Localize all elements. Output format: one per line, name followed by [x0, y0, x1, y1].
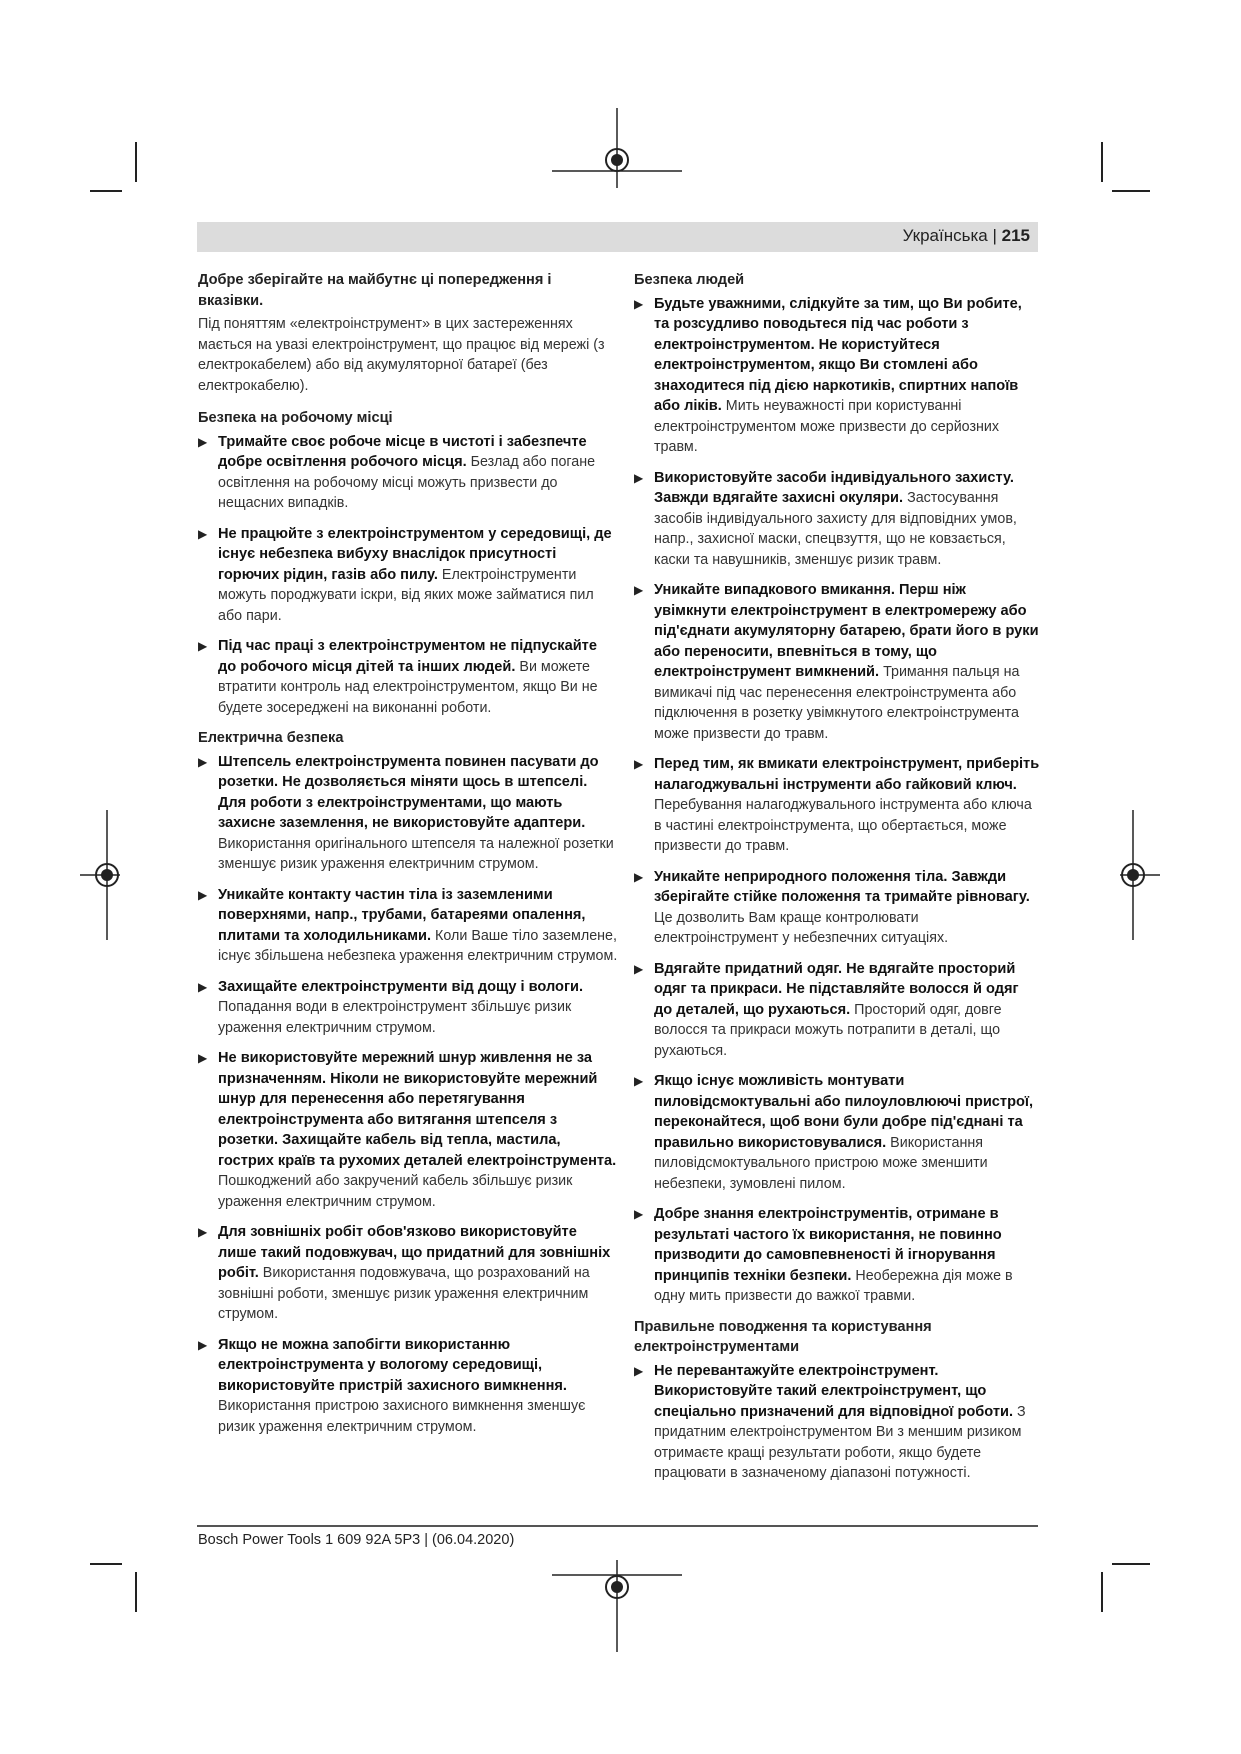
- warning-item-bold: Уникайте неприродного положення тіла. Завжди зберігайте стійке положення та тримайте рівновагу.: [654, 868, 1030, 905]
- electrical-list: [198, 752, 618, 1438]
- crop-mark: [90, 190, 122, 192]
- warning-item-text: Це дозволить Вам краще контролювати електроінструмент у небезпечних ситуаціях.: [654, 909, 949, 946]
- warning-item-text: Використання пиловідсмоктувального пристрою може зменшити небезпеки, зумовлені пилом.: [654, 1134, 988, 1192]
- warning-item-text: Безлад або погане освітлення на робочому місці можуть призвести до нещасних випадків.: [218, 454, 596, 511]
- warning-item-text: Перебування налагоджувального інструмента або ключа в частині електроінструмента, що обертається, може призвести до травм.: [654, 797, 1032, 854]
- warning-item: [198, 636, 618, 718]
- warning-item-text: Коли Ваше тіло заземлене, існує збільшена небезпека ураження електричним струмом.: [218, 927, 618, 964]
- warning-item: [634, 959, 1040, 1062]
- warning-item-text: Необережна дія може в одну мить призвести до важкої травми.: [654, 1267, 1013, 1304]
- page-header: [197, 222, 1038, 252]
- warning-item-bold: Для зовнішніх робіт обов'язково використовуйте лише такий подовжувач, що придатний для зовнішніх робіт.: [218, 1224, 611, 1281]
- warning-item-bold: Перед тим, як вмикати електроінструмент, приберіть налагоджувальні інструменти або гайковий ключ.: [654, 756, 1040, 793]
- warning-item-text: Використання пристрою захисного вимкнення зменшує ризик ураження електричним струмом.: [218, 1398, 586, 1435]
- bullet-arrow-icon: ▶: [634, 583, 644, 597]
- warning-item-text: Попадання води в електроінструмент збільшує ризик ураження електричним струмом.: [218, 999, 572, 1036]
- crop-mark: [1112, 190, 1150, 192]
- warning-item-bold: Уникайте випадкового вмикання. Перш ніж увімкнути електроінструмент в електромережу або під'єднати акумуляторну батарею, брати його в руки або переносити, впевніться в тому, що електроінструмент вимкнений.: [654, 582, 1039, 680]
- warning-item-text: Ви можете втратити контроль над електроінструментом, якщо Ви не будете зосереджені на виконанні роботи.: [218, 658, 598, 716]
- bullet-arrow-icon: ▶: [198, 754, 208, 769]
- warning-item-bold: Під час праці з електроінструментом не підпускайте до робочого місця дітей та інших людей.: [218, 638, 597, 675]
- bullet-arrow-icon: ▶: [198, 887, 208, 902]
- handling-heading: Правильне поводження та користування електроінструментами: [634, 1318, 932, 1355]
- registration-mark-left-icon: [80, 810, 120, 940]
- bullet-arrow-icon: ▶: [634, 757, 644, 771]
- warning-item-bold: Уникайте контакту частин тіла із заземленими поверхнями, напр., трубами, батареями опалення, плитами та холодильниками.: [218, 886, 586, 944]
- handling-list: [634, 1361, 1040, 1484]
- workplace-list: [198, 432, 618, 719]
- warning-item: [198, 432, 618, 514]
- warning-item: [634, 294, 1040, 458]
- warning-item-text: Застосування засобів індивідуального захисту для відповідних умов, напр., захисної маски, спецвзуття, що не ковзається, каски та навушників, зменшує ризик травм.: [654, 490, 1017, 568]
- warning-item-bold: Тримайте своє робоче місце в чистоті і забезпечте добре освітлення робочого місця.: [218, 433, 587, 470]
- crop-mark: [135, 142, 137, 182]
- bullet-arrow-icon: ▶: [634, 869, 644, 884]
- crop-mark: [1101, 1572, 1103, 1612]
- crop-mark: [1112, 1563, 1150, 1565]
- warning-item: [634, 1071, 1040, 1194]
- people-heading: Безпека людей: [634, 272, 745, 288]
- people-list: [634, 294, 1040, 1307]
- warning-item-bold: Будьте уважними, слідкуйте за тим, що Ви робите, та розсудливо поводьтеся під час роботи з електроінструментом. Не користуйтеся електроінструментом, якщо Ви стомлені або знаходитеся під дією наркотиків, спиртних напоїв або ліків.: [654, 295, 1022, 414]
- warning-item: [634, 580, 1040, 744]
- bullet-arrow-icon: ▶: [198, 434, 208, 449]
- warning-item-bold: Добре знання електроінструментів, отримане в результаті частого їх використання, не повинно призводити до самовпевненості й ігнорування принципів техніки безпеки.: [654, 1206, 1002, 1284]
- warning-item-text: Використання оригінального штепселя та належної розетки зменшує ризик ураження електричним струмом.: [218, 835, 614, 872]
- warning-item-bold: Не працюйте з електроінструментом у середовищі, де існує небезпека вибуху внаслідок присутності горючих рідин, газів або пилу.: [218, 525, 612, 583]
- warning-item: [198, 1222, 618, 1325]
- bullet-arrow-icon: ▶: [198, 1337, 208, 1352]
- warning-item-text: Тримання пальця на вимикачі під час перенесення електроінструмента або підключення в розетку увімкнутого електроінструмента може призвести до травм.: [654, 664, 1020, 742]
- warning-item: [634, 468, 1040, 571]
- warning-item-bold: Не використовуйте мережний шнур живлення не за призначенням. Ніколи не використовуйте мережний шнур для перенесення або перетягування електроінструмента або витягання штепселя з розетки. Захищайте кабель від тепла, мастила, гострих країв та рухомих деталей електроінструмента.: [218, 1050, 617, 1169]
- bullet-arrow-icon: ▶: [634, 1074, 644, 1088]
- header-language: Українська: [902, 226, 988, 245]
- warning-item-bold: Захищайте електроінструменти від дощу і вологи.: [218, 978, 584, 995]
- warning-item-bold: Використовуйте засоби індивідуального захисту. Завжди вдягайте захисні окуляри.: [654, 469, 1014, 506]
- bullet-arrow-icon: ▶: [634, 961, 644, 976]
- warning-item-bold: Якщо не можна запобігти використанню електроінструмента у вологому середовищі, використовуйте пристрій захисного вимкнення.: [218, 1336, 567, 1394]
- header-text: [903, 226, 1030, 246]
- warning-item: [634, 1204, 1040, 1307]
- bullet-arrow-icon: ▶: [198, 1225, 208, 1239]
- warning-item: [198, 524, 618, 627]
- right-column: [634, 270, 1040, 1494]
- left-column: [198, 270, 618, 1447]
- bullet-arrow-icon: ▶: [634, 296, 644, 311]
- workplace-heading: Безпека на робочому місці: [198, 410, 393, 426]
- warning-item-bold: Штепсель електроінструмента повинен пасувати до розетки. Не дозволяється міняти щось в штепселі. Для роботи з електроінструментами, що мають захисне заземлення, не використовуйте адаптери.: [218, 753, 599, 831]
- bullet-arrow-icon: ▶: [634, 1363, 644, 1378]
- bullet-arrow-icon: ▶: [198, 639, 208, 653]
- warning-item-bold: Якщо існує можливість монтувати пиловідсмоктувальні або пилоуловлюючі пристрої, переконайтеся, щоб вони були добре під'єднані та правильно використовувалися.: [654, 1073, 1034, 1151]
- crop-mark: [90, 1563, 122, 1565]
- warning-item-text: Електроінструменти можуть породжувати іскри, від яких може займатися пил або пари.: [218, 566, 594, 624]
- warning-item: [198, 1335, 618, 1438]
- bullet-arrow-icon: ▶: [634, 1207, 644, 1221]
- electrical-heading: Електрична безпека: [198, 730, 344, 746]
- bullet-arrow-icon: ▶: [198, 979, 208, 994]
- header-separator: |: [992, 226, 997, 245]
- warning-item: [198, 1048, 618, 1212]
- warning-item-text: З придатним електроінструментом Ви з меншим ризиком отримаєте кращі результати роботи, якщо будете працювати в зазначеному діапазоні потужності.: [654, 1403, 1026, 1481]
- page-number: 215: [1001, 226, 1030, 245]
- bullet-arrow-icon: ▶: [634, 470, 644, 485]
- warning-item: [198, 977, 618, 1039]
- warning-item: [198, 752, 618, 875]
- warning-item: [198, 885, 618, 967]
- registration-mark-bottom-icon: [552, 1560, 682, 1655]
- warning-item: [634, 1361, 1040, 1484]
- registration-mark-right-icon: [1120, 810, 1160, 940]
- intro-text: Під поняттям «електроінструмент» в цих застереженнях мається на увазі електроінструмент, що працює від мережі (з електрокабелем) або від акумуляторної батареї (без електрокабелю).: [198, 316, 605, 394]
- bullet-arrow-icon: ▶: [198, 526, 208, 541]
- crop-mark: [135, 1572, 137, 1612]
- warning-item: [634, 867, 1040, 949]
- intro-heading: Добре зберігайте на майбутнє ці попередження і вказівки.: [198, 272, 552, 309]
- crop-mark: [1101, 142, 1103, 182]
- warning-item-text: Просторий одяг, довге волосся та прикраси можуть потрапити в деталі, що рухаються.: [654, 1001, 1002, 1059]
- warning-item-text: Пошкоджений або закручений кабель збільшує ризик ураження електричним струмом.: [218, 1173, 573, 1210]
- warning-item-bold: Не перевантажуйте електроінструмент. Використовуйте такий електроінструмент, що спеціально призначений для відповідної роботи.: [654, 1362, 1014, 1420]
- footer-text: Bosch Power Tools 1 609 92A 5P3 | (06.04.2020): [198, 1532, 515, 1548]
- registration-mark-top-icon: [552, 108, 682, 198]
- footer-divider: [197, 1525, 1038, 1527]
- bullet-arrow-icon: ▶: [198, 1051, 208, 1065]
- warning-item-bold: Вдягайте придатний одяг. Не вдягайте просторий одяг та прикраси. Не підставляйте волосся й одяг до деталей, що рухаються.: [654, 960, 1019, 1018]
- warning-item-text: Мить неуважності при користуванні електроінструментом може призвести до серйозних травм.: [654, 398, 1000, 455]
- warning-item: [634, 754, 1040, 857]
- warning-item-text: Використання подовжувача, що розрахований на зовнішні роботи, зменшує ризик ураження електричним струмом.: [218, 1265, 590, 1322]
